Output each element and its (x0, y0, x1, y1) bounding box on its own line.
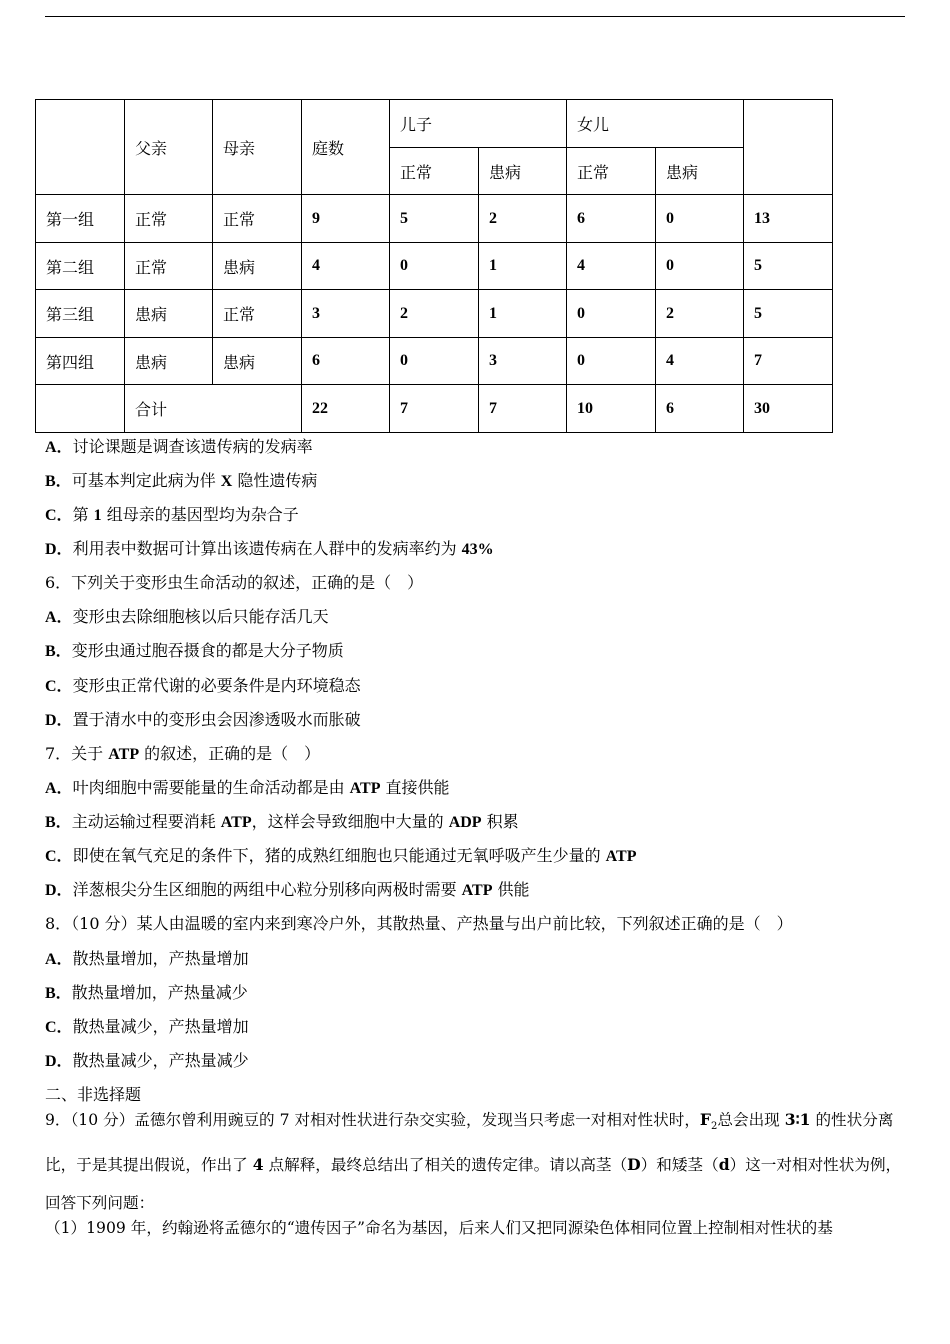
q8-option-a: A．散热量增加，产热量增加 (45, 949, 249, 968)
total-last: 30 (744, 385, 833, 433)
q8-option-d: D．散热量减少，产热量减少 (45, 1051, 249, 1070)
q8-option-b: B．散热量增加，产热量减少 (45, 983, 248, 1002)
total-son-ill: 7 (479, 385, 567, 433)
q8-stem: 8．（10 分）某人由温暖的室内来到寒冷户外，其散热量、产热量与出户前比较，下列叙述正确的是（ ） (45, 914, 793, 933)
mother-cell: 患病 (213, 338, 302, 385)
q6-option-a: A．变形虫去除细胞核以后只能存活几天 (45, 607, 329, 626)
header-son-ill: 患病 (479, 148, 567, 195)
son-ill-cell: 1 (479, 243, 567, 290)
daughter-normal-cell: 0 (567, 338, 656, 385)
header-daughter: 女儿 (567, 100, 744, 148)
father-cell: 患病 (125, 290, 213, 338)
father-cell: 正常 (125, 243, 213, 290)
group-label: 第四组 (36, 338, 125, 385)
section-title: 二、非选择题 (45, 1085, 142, 1104)
q5-option-c: C．第 1 组母亲的基因型均为杂合子 (45, 505, 299, 524)
table-row (36, 243, 833, 290)
header-last (744, 100, 833, 195)
last-cell: 13 (744, 195, 833, 243)
q6-option-b: B．变形虫通过胞吞摄食的都是大分子物质 (45, 641, 344, 660)
son-ill-cell: 1 (479, 290, 567, 338)
mother-cell: 正常 (213, 290, 302, 338)
q6-option-d: D．置于清水中的变形虫会因渗透吸水而胀破 (45, 710, 361, 729)
group-label: 第一组 (36, 195, 125, 243)
daughter-normal-cell: 0 (567, 290, 656, 338)
table-row (36, 338, 833, 385)
header-families: 庭数 (302, 100, 390, 195)
q6-stem: 6．下列关于变形虫生命活动的叙述，正确的是（ ） (45, 573, 424, 592)
father-cell: 正常 (125, 195, 213, 243)
daughter-ill-cell: 2 (656, 290, 744, 338)
header-daughter-normal: 正常 (567, 148, 656, 195)
q5-option-a: A．讨论课题是调查该遗传病的发病率 (45, 437, 313, 456)
q9-stem: 9．（10 分）孟德尔曾利用豌豆的 7 对相对性状进行杂交实验，发现当只考虑一对相对性状时，$F_2$总会出现 3∶1 的性状分离比，于是其提出假说，作出了 4 点解释，最终总结出了相关的遗传定律。请以高茎（D）和矮茎（d）这一对相对性状为例，回答下列问题： (45, 1110, 902, 1213)
q7-stem: 7．关于 ATP 的叙述，正确的是（ ） (45, 744, 321, 763)
group-label: 第三组 (36, 290, 125, 338)
families-cell: 6 (302, 338, 390, 385)
header-rule (45, 16, 905, 17)
q7-option-b: B．主动运输过程要消耗 ATP，这样会导致细胞中大量的 ADP 积累 (45, 812, 519, 831)
total-daughter-normal: 10 (567, 385, 656, 433)
total-families: 22 (302, 385, 390, 433)
son-ill-cell: 2 (479, 195, 567, 243)
q5-option-d: D．利用表中数据可计算出该遗传病在人群中的发病率约为 43% (45, 539, 494, 558)
q7-option-a: A．叶肉细胞中需要能量的生命活动都是由 ATP 直接供能 (45, 778, 450, 797)
q5-option-b: B．可基本判定此病为伴 X 隐性遗传病 (45, 471, 318, 490)
header-son-normal: 正常 (390, 148, 479, 195)
last-cell: 7 (744, 338, 833, 385)
last-cell: 5 (744, 290, 833, 338)
q6-option-c: C．变形虫正常代谢的必要条件是内环境稳态 (45, 676, 361, 695)
daughter-ill-cell: 0 (656, 243, 744, 290)
families-cell: 4 (302, 243, 390, 290)
header-mother: 母亲 (213, 100, 302, 195)
q8-option-c: C．散热量减少，产热量增加 (45, 1017, 249, 1036)
father-cell: 患病 (125, 338, 213, 385)
table-total-row (36, 385, 833, 433)
table-row (36, 290, 833, 338)
mother-cell: 正常 (213, 195, 302, 243)
q9-subquestion-1: （1）1909 年，约翰逊将孟德尔的“遗传因子”命名为基因，后来人们又把同源染色体相同位置上控制相对性状的基 (45, 1219, 833, 1237)
daughter-normal-cell: 4 (567, 243, 656, 290)
son-normal-cell: 5 (390, 195, 479, 243)
table-row (36, 195, 833, 243)
total-son-normal: 7 (390, 385, 479, 433)
son-normal-cell: 2 (390, 290, 479, 338)
total-daughter-ill: 6 (656, 385, 744, 433)
q7-option-c: C．即使在氧气充足的条件下，猪的成熟红细胞也只能通过无氧呼吸产生少量的 ATP (45, 846, 637, 865)
header-daughter-ill: 患病 (656, 148, 744, 195)
families-cell: 9 (302, 195, 390, 243)
total-label: 合计 (125, 385, 302, 433)
son-normal-cell: 0 (390, 338, 479, 385)
son-ill-cell: 3 (479, 338, 567, 385)
genetics-table (35, 99, 833, 433)
table-corner-cell (36, 100, 125, 195)
last-cell: 5 (744, 243, 833, 290)
mother-cell: 患病 (213, 243, 302, 290)
header-son: 儿子 (390, 100, 567, 148)
total-empty-cell (36, 385, 125, 433)
q7-option-d: D．洋葱根尖分生区细胞的两组中心粒分别移向两极时需要 ATP 供能 (45, 880, 530, 899)
son-normal-cell: 0 (390, 243, 479, 290)
daughter-normal-cell: 6 (567, 195, 656, 243)
families-cell: 3 (302, 290, 390, 338)
header-father: 父亲 (125, 100, 213, 195)
daughter-ill-cell: 0 (656, 195, 744, 243)
group-label: 第二组 (36, 243, 125, 290)
daughter-ill-cell: 4 (656, 338, 744, 385)
